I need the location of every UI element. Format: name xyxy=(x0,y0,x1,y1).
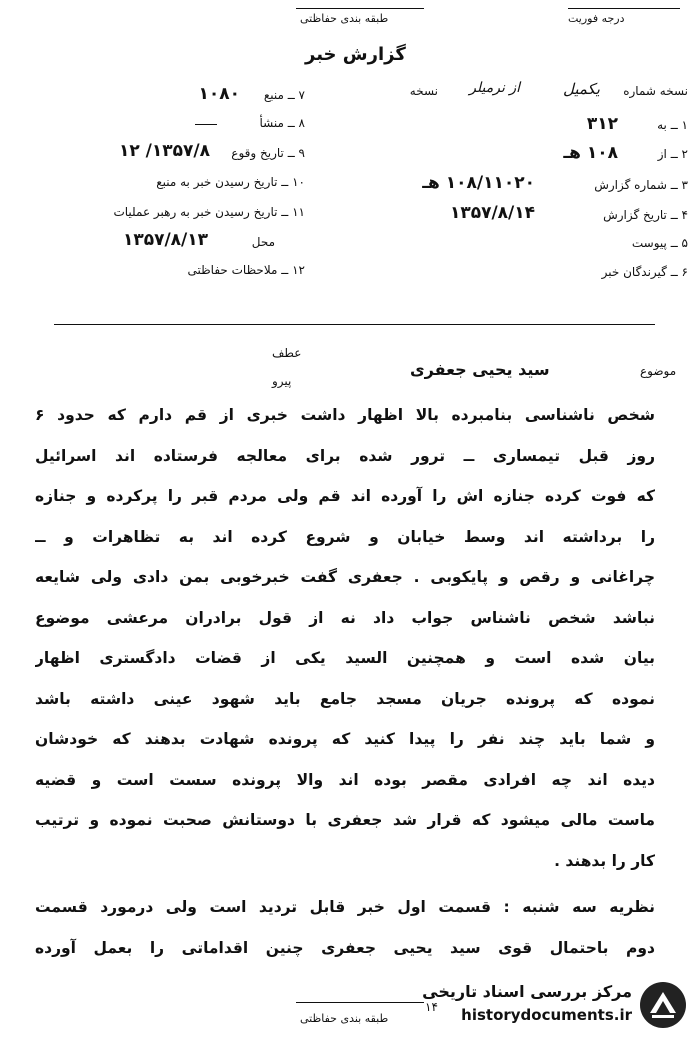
copy-number-label: نسخه شماره xyxy=(623,84,688,98)
body-line: دیده اند چه افرادی مقصر بوده اند والا پرونده سست است و قضیه xyxy=(35,770,655,789)
copy-handwritten-a: یکمیل xyxy=(562,80,600,98)
source-value: ۱۰۸۰ xyxy=(198,84,240,104)
place-label: محل xyxy=(251,235,275,249)
archive-logo-icon xyxy=(638,980,688,1030)
footer-rule xyxy=(296,1002,424,1003)
origin-dash xyxy=(195,124,217,125)
divider-line xyxy=(54,324,655,325)
body-line: را برداشته اند وسط خیابان و شروع کرده اند به تظاهرات و ــ xyxy=(35,527,655,546)
report-number-value: ۱۰۸/۱۱۰۲۰ هـ xyxy=(422,173,535,193)
body-line: ماست مالی میشود که قرار شد جعفری با دوستانش صحبت نموده و ترتیب xyxy=(35,811,655,829)
opinion-line: نظریه سه شنبه : قسمت اول خبر قابل تردید است ولی درمورد قسمت xyxy=(35,898,655,916)
report-number-label: ۳ ــ شماره گزارش xyxy=(594,178,688,192)
to-label: ۱ ــ به xyxy=(657,118,688,132)
classification-bottom: طبقه بندی حفاظتی xyxy=(300,1012,389,1025)
receipt-source-label: ۱۰ ــ تاریخ رسیدن خبر به منبع xyxy=(156,175,305,189)
recipients-label: ۶ ــ گیرندگان خبر xyxy=(601,265,688,279)
body-line: شخص ناشناسی بنامبرده بالا اظهار داشت خبری از قم دارم که حدود ۶ xyxy=(35,406,655,424)
report-body xyxy=(35,395,655,968)
from-value: ۱۰۸ هـ xyxy=(563,143,618,163)
copy-handwritten-b: از نرمیلر xyxy=(469,80,520,96)
atf-label: عطف xyxy=(272,346,302,360)
from-label: ۲ ــ از xyxy=(657,147,688,161)
body-line: کار را بدهند . xyxy=(554,851,655,870)
subject-label: موضوع xyxy=(640,364,677,378)
source-label: ۷ ــ منبع xyxy=(263,88,305,102)
body-line: و شما باید چند نفر را پیدا کنید که پرونده شهادت بدهند که خودشان xyxy=(35,730,655,748)
opinion-line: دوم باحتمال قوی سید یحیی جعفری چنین اقداماتی را بعمل آورده xyxy=(35,938,655,957)
occur-date-value: ۱۳۵۷/۸/ ۱۲ xyxy=(119,141,210,161)
body-line: بیان شده است و همچنین السید یکی از قضات دادگستری اظهار xyxy=(35,649,655,667)
body-line: چراغانی و رقص و پایکوبی . جعفری گفت خبرخوبی بمن دادی ولی شایعه xyxy=(35,568,655,586)
attachment-label: ۵ ــ پیوست xyxy=(631,236,688,250)
watermark xyxy=(420,978,692,1036)
urgency-top: درجه فوریت xyxy=(568,12,625,25)
page-mark: ۱۴ xyxy=(425,1000,438,1014)
notes-label: ۱۲ ــ ملاحظات حفاظتی xyxy=(187,263,305,277)
body-line: نباشد شخص ناشناس جواب داد نه از قول برادران مرعشی موضوع xyxy=(35,608,655,627)
header-rule xyxy=(296,8,424,9)
header-rule-right xyxy=(568,8,680,9)
watermark-text-fa: مرکز بررسی اسناد تاریخی xyxy=(422,982,632,1001)
to-value: ۳۱۲ xyxy=(586,114,618,134)
report-date-label: ۴ ــ تاریخ گزارش xyxy=(603,208,688,222)
occur-date-label: ۹ ــ تاریخ وقوع xyxy=(231,146,305,160)
body-line: که فوت کرده جنازه اش را آورده اند قم ولی مردم قبر را پرکرده و جنازه xyxy=(35,487,655,505)
receipt-agency-label: ۱۱ ــ تاریخ رسیدن خبر به رهبر عملیات xyxy=(113,205,305,219)
classification-top: طبقه بندی حفاظتی xyxy=(300,12,389,25)
peyro-label: پیرو xyxy=(272,374,292,388)
report-date-value: ۱۳۵۷/۸/۱۴ xyxy=(449,203,535,223)
copy-suffix: نسخه xyxy=(409,84,438,98)
body-line: روز قبل تیمساری ــ ترور شده برای معالجه فرستاده اند اسرائیل xyxy=(35,446,655,465)
report-title: گزارش خبر xyxy=(305,44,406,65)
watermark-text-en: historydocuments.ir xyxy=(461,1006,632,1024)
receipt-agency-value: ۱۳۵۷/۸/۱۳ xyxy=(122,230,208,250)
body-line: نموده که پرونده جریان مسجد جامع باید شهود عینی داشته باشد xyxy=(35,689,655,708)
origin-label: ۸ ــ منشأ xyxy=(259,116,305,130)
subject-value: سید یحیی جعفری xyxy=(410,360,550,379)
